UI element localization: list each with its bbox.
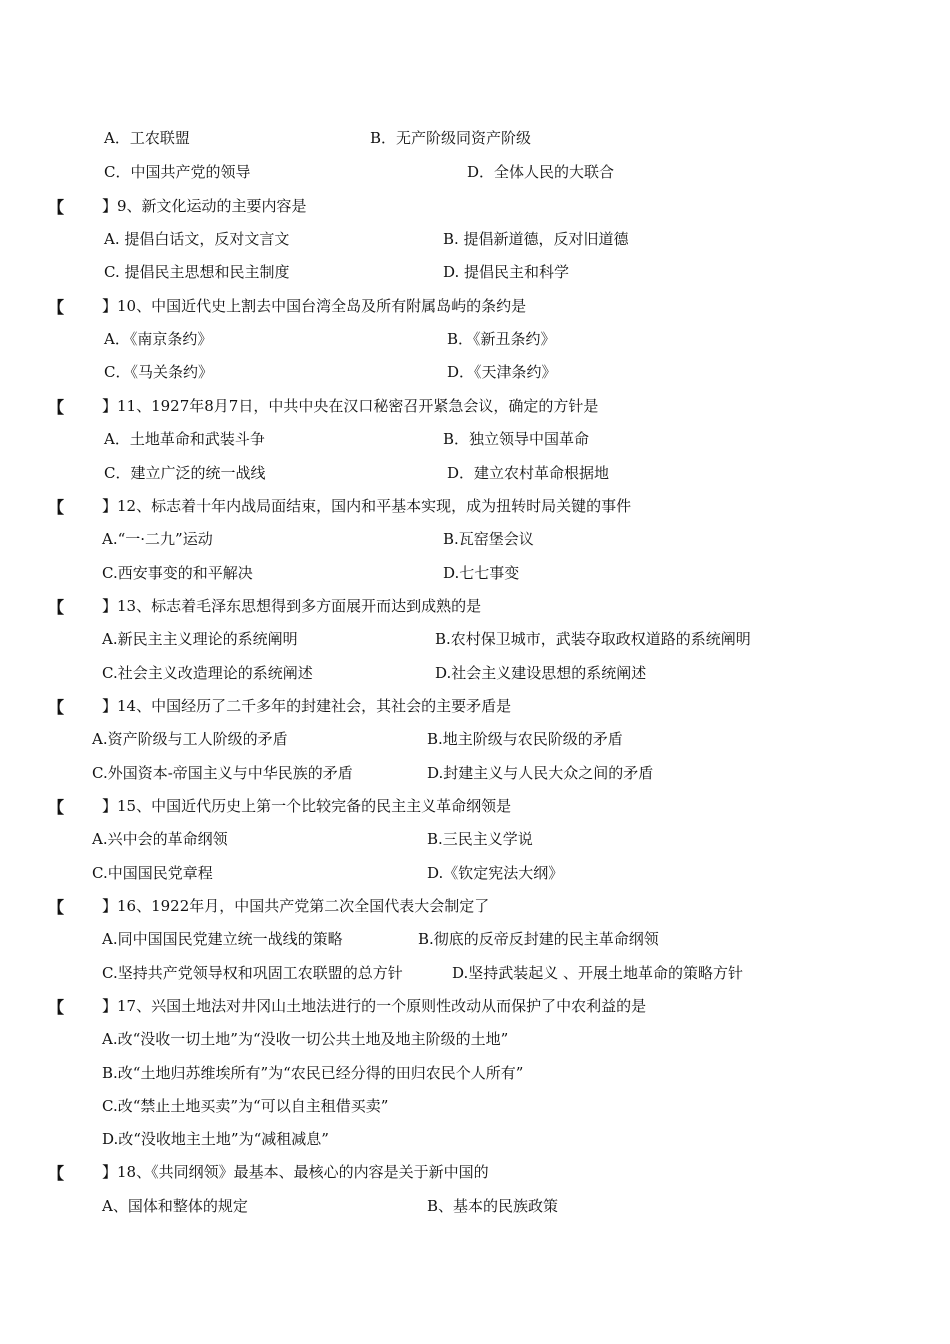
q17-option-d: D.改“没收地主土地”为“减租减息”	[102, 1130, 329, 1148]
answer-bracket[interactable]: 【	[48, 1164, 65, 1183]
question-12	[0, 495, 950, 515]
q12-option-a: A.“一·二九”运动	[102, 530, 213, 548]
answer-bracket[interactable]: 【	[48, 298, 65, 317]
q8-option-b: B．无产阶级同资产阶级	[370, 129, 532, 147]
answer-bracket[interactable]: 【	[48, 898, 65, 917]
answer-bracket[interactable]: 【	[48, 598, 65, 617]
question-14	[0, 695, 950, 715]
q11-option-b: B．独立领导中国革命	[443, 430, 590, 448]
q16-option-d: D.坚持武装起义 、开展土地革命的策略方针	[452, 964, 744, 982]
answer-bracket[interactable]: 【	[48, 498, 65, 517]
q10-option-b: B．《新丑条约》	[447, 330, 556, 348]
q10-option-a: A．《南京条约》	[104, 330, 213, 348]
q13-option-d: D.社会主义建设思想的系统阐述	[435, 664, 647, 682]
q8-option-d: D．全体人民的大联合	[467, 163, 615, 181]
q14-option-c: C.外国资本-帝国主义与中华民族的矛盾	[92, 764, 353, 782]
q17-option-c: C.改“禁止土地买卖”为“可以自主租借买卖”	[102, 1097, 389, 1115]
answer-bracket[interactable]: 【	[48, 398, 65, 417]
q12-option-d: D.七七事变	[443, 564, 520, 582]
q11-option-c: C．建立广泛的统一战线	[104, 464, 266, 482]
q16-option-b: B.彻底的反帝反封建的民主革命纲领	[418, 930, 659, 948]
answer-bracket[interactable]: 【	[48, 798, 65, 817]
q9-option-b: B. 提倡新道德，反对旧道德	[443, 230, 629, 248]
q14-option-b: B.地主阶级与农民阶级的矛盾	[427, 730, 623, 748]
question-13	[0, 595, 950, 615]
q13-option-a: A.新民主主义理论的系统阐明	[102, 630, 298, 648]
question-text: 】10、中国近代史上割去中国台湾全岛及所有附属岛屿的条约是	[102, 297, 527, 315]
question-text: 】18、《共同纲领》最基本、最核心的内容是关于新中国的	[102, 1163, 489, 1181]
q8-option-a: A．工农联盟	[104, 129, 190, 147]
q13-option-b: B.农村保卫城市，武装夺取政权道路的系统阐明	[435, 630, 751, 648]
q15-option-c: C.中国国民党章程	[92, 864, 213, 882]
q16-option-a: A.同中国国民党建立统一战线的策略	[102, 930, 343, 948]
q10-option-c: C．《马关条约》	[104, 363, 213, 381]
q9-option-d: D. 提倡民主和科学	[443, 263, 570, 281]
q13-option-c: C.社会主义改造理论的系统阐述	[102, 664, 313, 682]
q9-option-a: A. 提倡白话文，反对文言文	[104, 230, 290, 248]
question-text: 】12、标志着十年内战局面结束，国内和平基本实现，成为扭转时局关键的事件	[102, 497, 632, 515]
question-9	[0, 195, 950, 215]
question-text: 】9、新文化运动的主要内容是	[102, 197, 307, 215]
q8-option-c: C．中国共产党的领导	[104, 163, 251, 181]
q9-option-c: C. 提倡民主思想和民主制度	[104, 263, 290, 281]
q12-option-c: C.西安事变的和平解决	[102, 564, 253, 582]
question-text: 】13、标志着毛泽东思想得到多方面展开而达到成熟的是	[102, 597, 482, 615]
question-text: 】15、中国近代历史上第一个比较完备的民主主义革命纲领是	[102, 797, 512, 815]
q15-option-b: B.三民主义学说	[427, 830, 533, 848]
question-17	[0, 995, 950, 1015]
question-text: 】16、1922年月，中国共产党第二次全国代表大会制定了	[102, 897, 490, 915]
q17-option-b: B.改“土地归苏维埃所有”为“农民已经分得的田归农民个人所有”	[102, 1064, 524, 1082]
question-18	[0, 1161, 950, 1181]
q15-option-a: A.兴中会的革命纲领	[92, 830, 228, 848]
q14-option-a: A.资产阶级与工人阶级的矛盾	[92, 730, 288, 748]
question-text: 】17、兴国土地法对井冈山土地法进行的一个原则性改动从而保护了中农利益的是	[102, 997, 647, 1015]
answer-bracket[interactable]: 【	[48, 698, 65, 717]
q11-option-d: D．建立农村革命根据地	[447, 464, 610, 482]
q10-option-d: D．《天津条约》	[447, 363, 557, 381]
question-11	[0, 395, 950, 415]
question-text: 】14、中国经历了二千多年的封建社会，其社会的主要矛盾是	[102, 697, 512, 715]
q15-option-d: D.《钦定宪法大纲》	[427, 864, 564, 882]
q14-option-d: D.封建主义与人民大众之间的矛盾	[427, 764, 654, 782]
q18-option-b: B、基本的民族政策	[427, 1197, 559, 1215]
q11-option-a: A．土地革命和武装斗争	[104, 430, 265, 448]
question-text: 】11、1927年8月7日，中共中央在汉口秘密召开紧急会议，确定的方针是	[102, 397, 599, 415]
question-16	[0, 895, 950, 915]
question-10	[0, 295, 950, 315]
q17-option-a: A.改“没收一切土地”为“没收一切公共土地及地主阶级的土地”	[102, 1030, 509, 1048]
q18-option-a: A、国体和整体的规定	[102, 1197, 248, 1215]
answer-bracket[interactable]: 【	[48, 198, 65, 217]
q12-option-b: B.瓦窑堡会议	[443, 530, 534, 548]
answer-bracket[interactable]: 【	[48, 998, 65, 1017]
question-15	[0, 795, 950, 815]
q16-option-c: C.坚持共产党领导权和巩固工农联盟的总方针	[102, 964, 403, 982]
